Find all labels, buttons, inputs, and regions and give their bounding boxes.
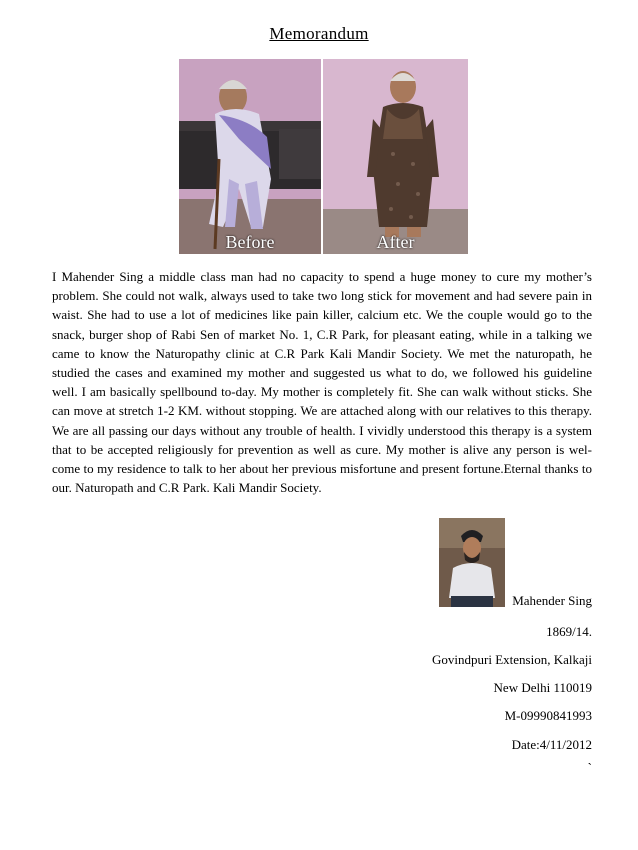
after-caption: After: [376, 232, 415, 252]
page-title: Memorandum: [269, 24, 369, 43]
signatory-name: Mahender Sing: [512, 593, 592, 608]
signatory-city: New Delhi 110019: [493, 680, 592, 695]
before-photo: [179, 59, 321, 254]
testimonial-text: I Mahender Sing a middle class man had no capacity to spend a huge money to cure my mother’s problem. She could not walk, always used to take two long stick for movement and had severe pain in waist. She had to use a lot of medicines like pain killer, calcium etc. We the couple would go to the snack, burger shop of Rabi Sen of market No. 1, C.R Park, for pleasant eating, while in a talking we came to know the Naturopathy clinic at C.R Park Kali Mandir Society. We met the naturopath, he studied the cases and examined my mother and suggested us what to do, we followed his guideline well. I am basically spellbound to-day. My mother is completely fit. She can walk without sticks. She can move at stretch 1-2 KM. without stopping. We are attached along with our relatives to this therapy. We are all passing our days without any trouble of health. I vividly understood this therapy is a system that to be accepted religiously for prevention as well as cure. My mother is alive any person is wel-come to my residence to talk to her about her previous misfortune and present fortune.Eternal thanks to our. Naturopath and C.R Park. Kali Mandir Society.: [52, 269, 592, 496]
signatory-photo-image: [439, 518, 505, 607]
after-photo-image: [323, 59, 468, 254]
before-photo-image: [179, 59, 321, 254]
signatory-area: Govindpuri Extension, Kalkaji: [432, 652, 592, 667]
before-caption: Before: [225, 232, 275, 252]
signatory-mobile: M-09990841993: [504, 708, 592, 723]
memorandum-date: Date:4/11/2012: [511, 737, 592, 752]
trailing-mark: `: [587, 760, 592, 775]
after-photo: [323, 59, 468, 254]
signatory-photo: [439, 518, 505, 607]
signatory-house-number: 1869/14.: [546, 624, 592, 639]
